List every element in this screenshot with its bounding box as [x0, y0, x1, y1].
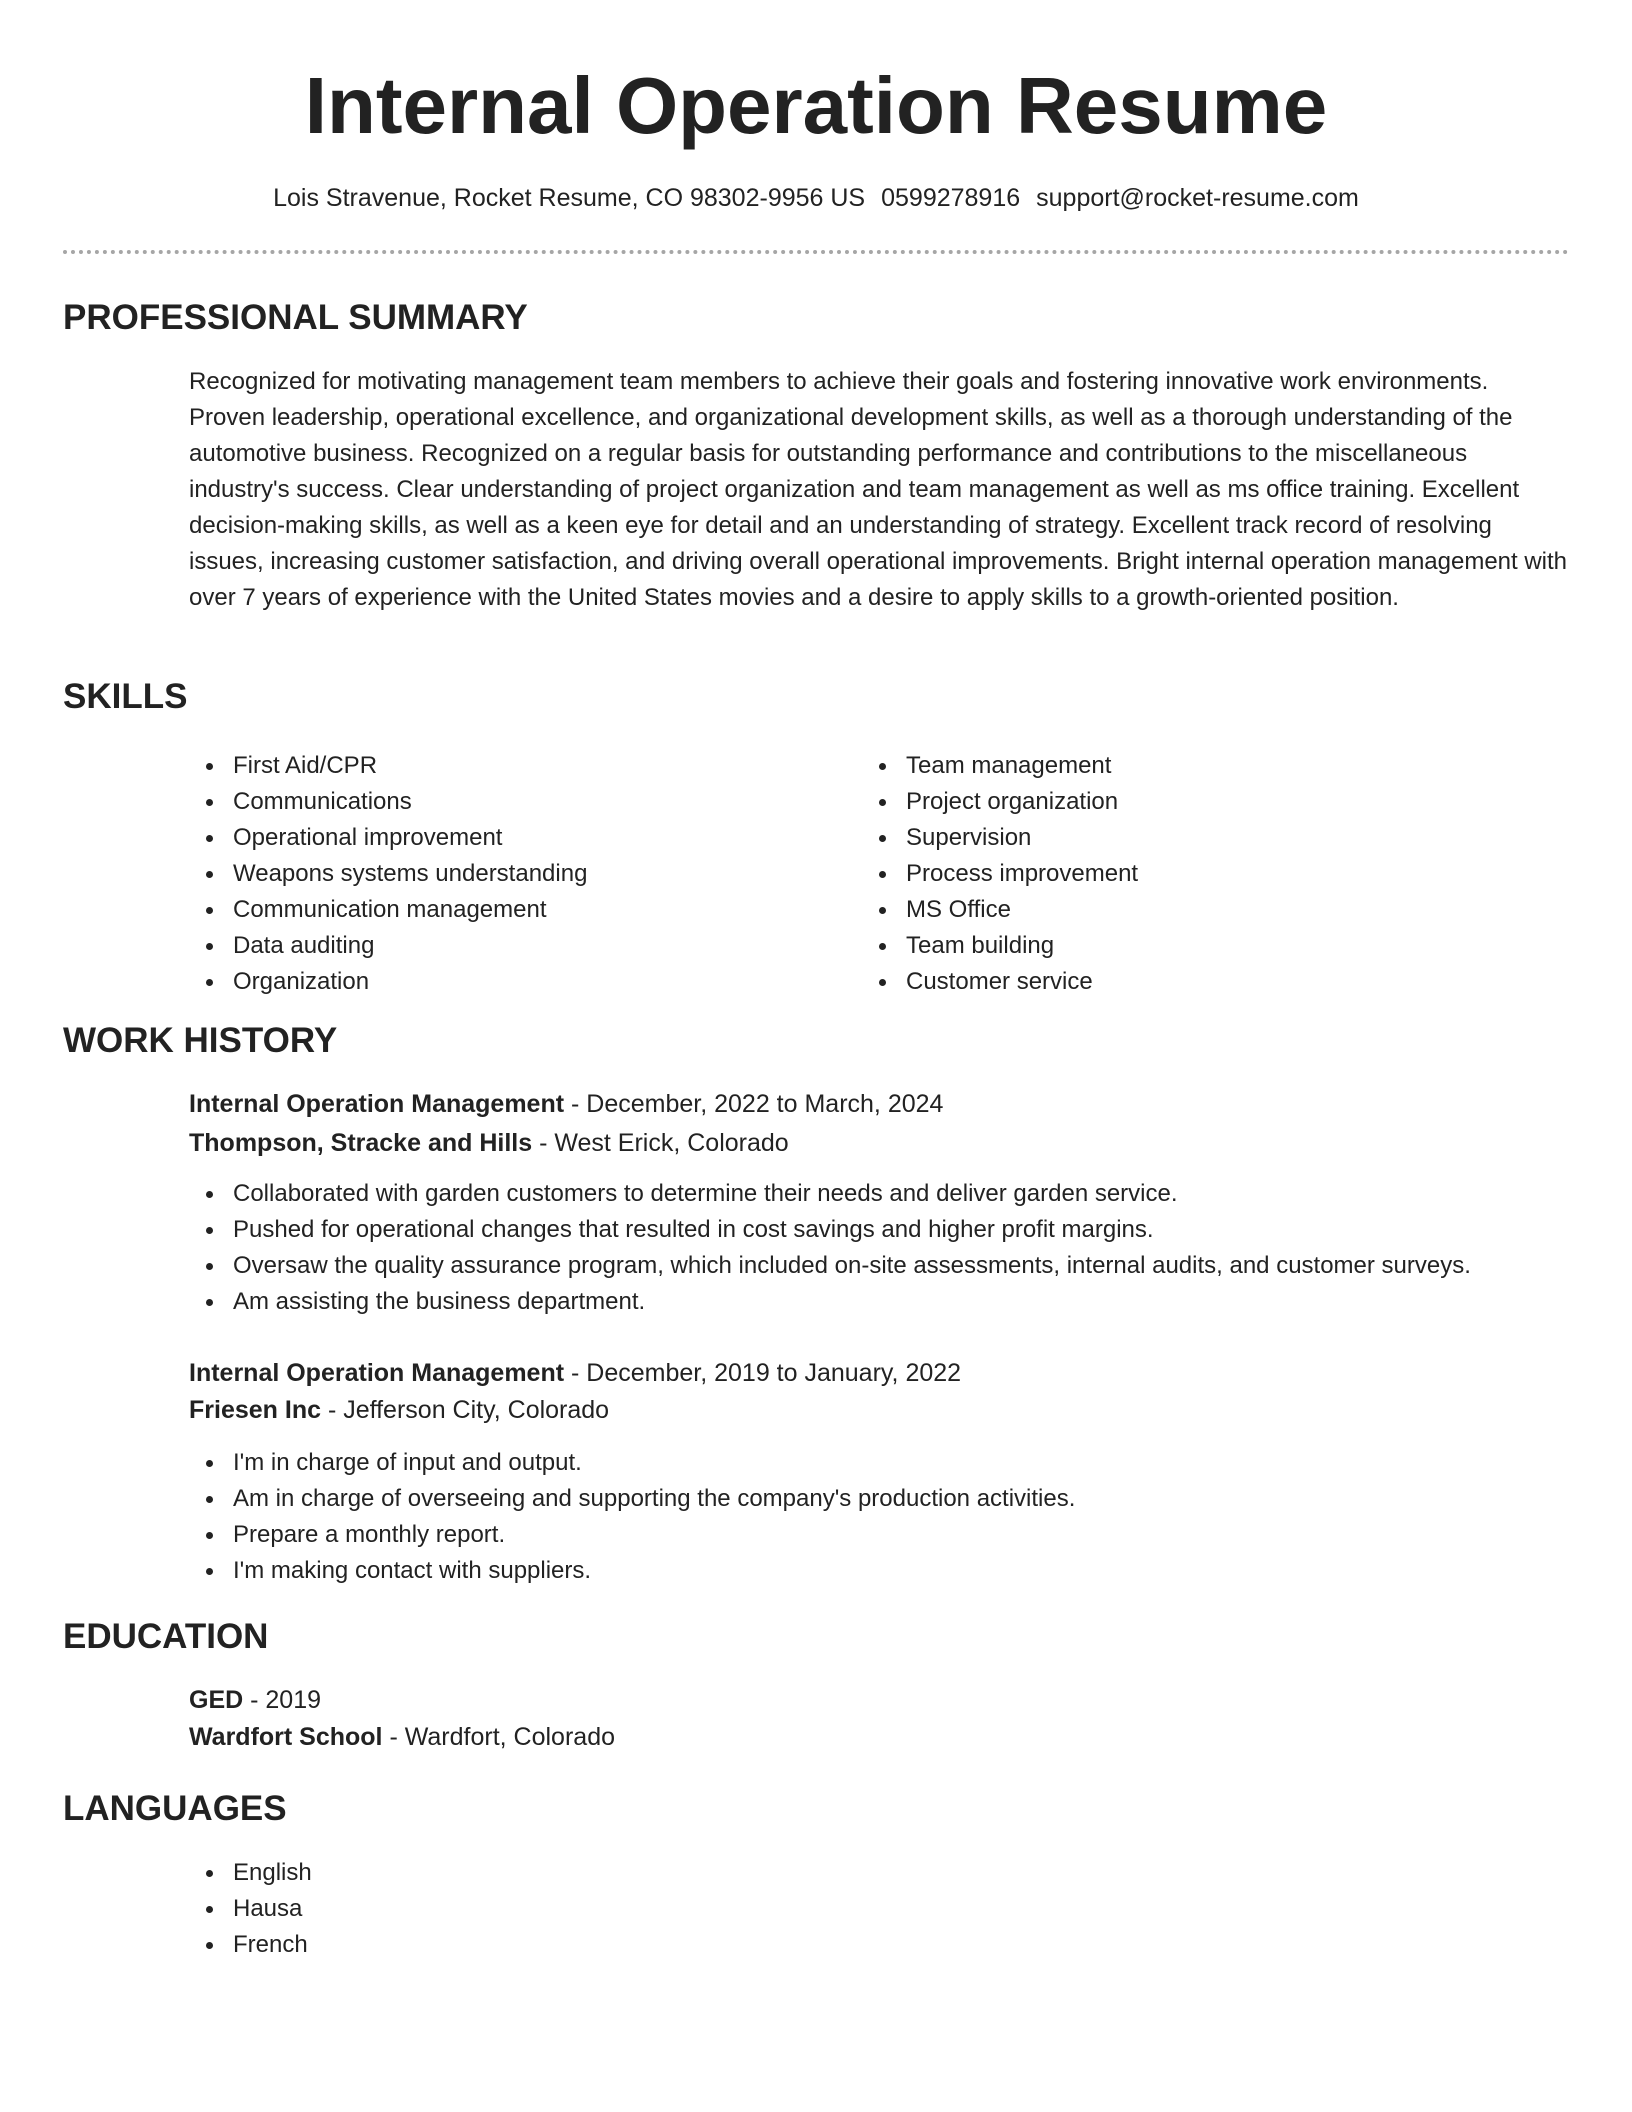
skills-right-column	[862, 748, 1138, 1000]
skill-item: Communication management	[189, 892, 587, 928]
education-degree: GED	[189, 1686, 244, 1714]
job-2-title: Internal Operation Management	[189, 1359, 565, 1387]
skill-item: Supervision	[862, 820, 1138, 856]
skill-item: Weapons systems understanding	[189, 856, 587, 892]
job-1-duties	[189, 1176, 1471, 1320]
education-location: - Wardfort, Colorado	[382, 1723, 615, 1751]
skill-item: Communications	[189, 784, 587, 820]
education-heading: EDUCATION	[63, 1617, 269, 1656]
job-2-dates: - December, 2019 to January, 2022	[564, 1359, 962, 1387]
job-2-duty-list	[189, 1445, 1075, 1589]
skills-left-column	[189, 748, 587, 1000]
contact-phone: 0599278916	[881, 184, 1021, 212]
contact-address: Lois Stravenue, Rocket Resume, CO 98302-9956 US	[273, 184, 866, 212]
duty-item: Collaborated with garden customers to determine their needs and deliver garden service.	[189, 1176, 1471, 1212]
job-1-company-line	[189, 1124, 789, 1162]
job-1-title: Internal Operation Management	[189, 1090, 565, 1118]
header-divider	[63, 250, 1569, 254]
languages-list	[189, 1855, 312, 1963]
skills-heading: SKILLS	[63, 677, 188, 716]
skill-item: Project organization	[862, 784, 1138, 820]
skill-item: Data auditing	[189, 928, 587, 964]
duty-item: Am in charge of overseeing and supporting the company's production activities.	[189, 1481, 1075, 1517]
skills-list-right	[862, 748, 1138, 1000]
language-item: English	[189, 1855, 312, 1891]
education-year: - 2019	[243, 1686, 322, 1714]
contact-email: support@rocket-resume.com	[1036, 184, 1359, 212]
education-school-line	[189, 1718, 615, 1756]
job-1-duty-list	[189, 1176, 1471, 1320]
job-2-location: - Jefferson City, Colorado	[321, 1396, 610, 1424]
job-2-title-line	[189, 1354, 961, 1392]
job-1-company: Thompson, Stracke and Hills	[189, 1129, 533, 1157]
duty-item: I'm in charge of input and output.	[189, 1445, 1075, 1481]
skill-item: First Aid/CPR	[189, 748, 587, 784]
job-2-duties	[189, 1445, 1075, 1589]
languages-heading: LANGUAGES	[63, 1789, 287, 1828]
skill-item: MS Office	[862, 892, 1138, 928]
duty-item: Oversaw the quality assurance program, which included on-site assessments, internal audits, and customer surveys.	[189, 1248, 1471, 1284]
language-item: Hausa	[189, 1891, 312, 1927]
skill-item: Organization	[189, 964, 587, 1000]
education-school: Wardfort School	[189, 1723, 383, 1751]
job-1-location: - West Erick, Colorado	[532, 1129, 789, 1157]
skill-item: Team building	[862, 928, 1138, 964]
skill-item: Customer service	[862, 964, 1138, 1000]
job-2-company-line	[189, 1391, 609, 1429]
resume-title: Internal Operation Resume	[304, 61, 1328, 150]
duty-item: I'm making contact with suppliers.	[189, 1553, 1075, 1589]
skill-item: Team management	[862, 748, 1138, 784]
language-item: French	[189, 1927, 312, 1963]
duty-item: Am assisting the business department.	[189, 1284, 1471, 1320]
job-1-title-line	[189, 1085, 943, 1123]
summary-heading: PROFESSIONAL SUMMARY	[63, 298, 528, 337]
skill-item: Operational improvement	[189, 820, 587, 856]
skill-item: Process improvement	[862, 856, 1138, 892]
languages-block	[189, 1855, 312, 1963]
duty-item: Pushed for operational changes that resulted in cost savings and higher profit margins.	[189, 1212, 1471, 1248]
job-1-dates: - December, 2022 to March, 2024	[564, 1090, 944, 1118]
contact-line	[0, 180, 1632, 216]
job-2-company: Friesen Inc	[189, 1396, 321, 1424]
work-history-heading: WORK HISTORY	[63, 1021, 338, 1060]
education-degree-line	[189, 1681, 321, 1719]
duty-item: Prepare a monthly report.	[189, 1517, 1075, 1553]
summary-text: Recognized for motivating management team members to achieve their goals and fostering innovative work environments. Proven leadership, operational excellence, and organizational development skills, as well as a thorough understanding of the automotive business. Recognized on a regular basis for outstanding performance and contributions to the miscellaneous industry's success. Clear understanding of project organization and team management as well as ms office training. Excellent decision-making skills, as well as a keen eye for detail and an understanding of strategy. Excellent track record of resolving issues, increasing customer satisfaction, and driving overall operational improvements. Bright internal operation management with over 7 years of experience with the United States movies and a desire to apply skills to a growth-oriented position.	[189, 368, 1568, 611]
skills-list-left	[189, 748, 587, 1000]
